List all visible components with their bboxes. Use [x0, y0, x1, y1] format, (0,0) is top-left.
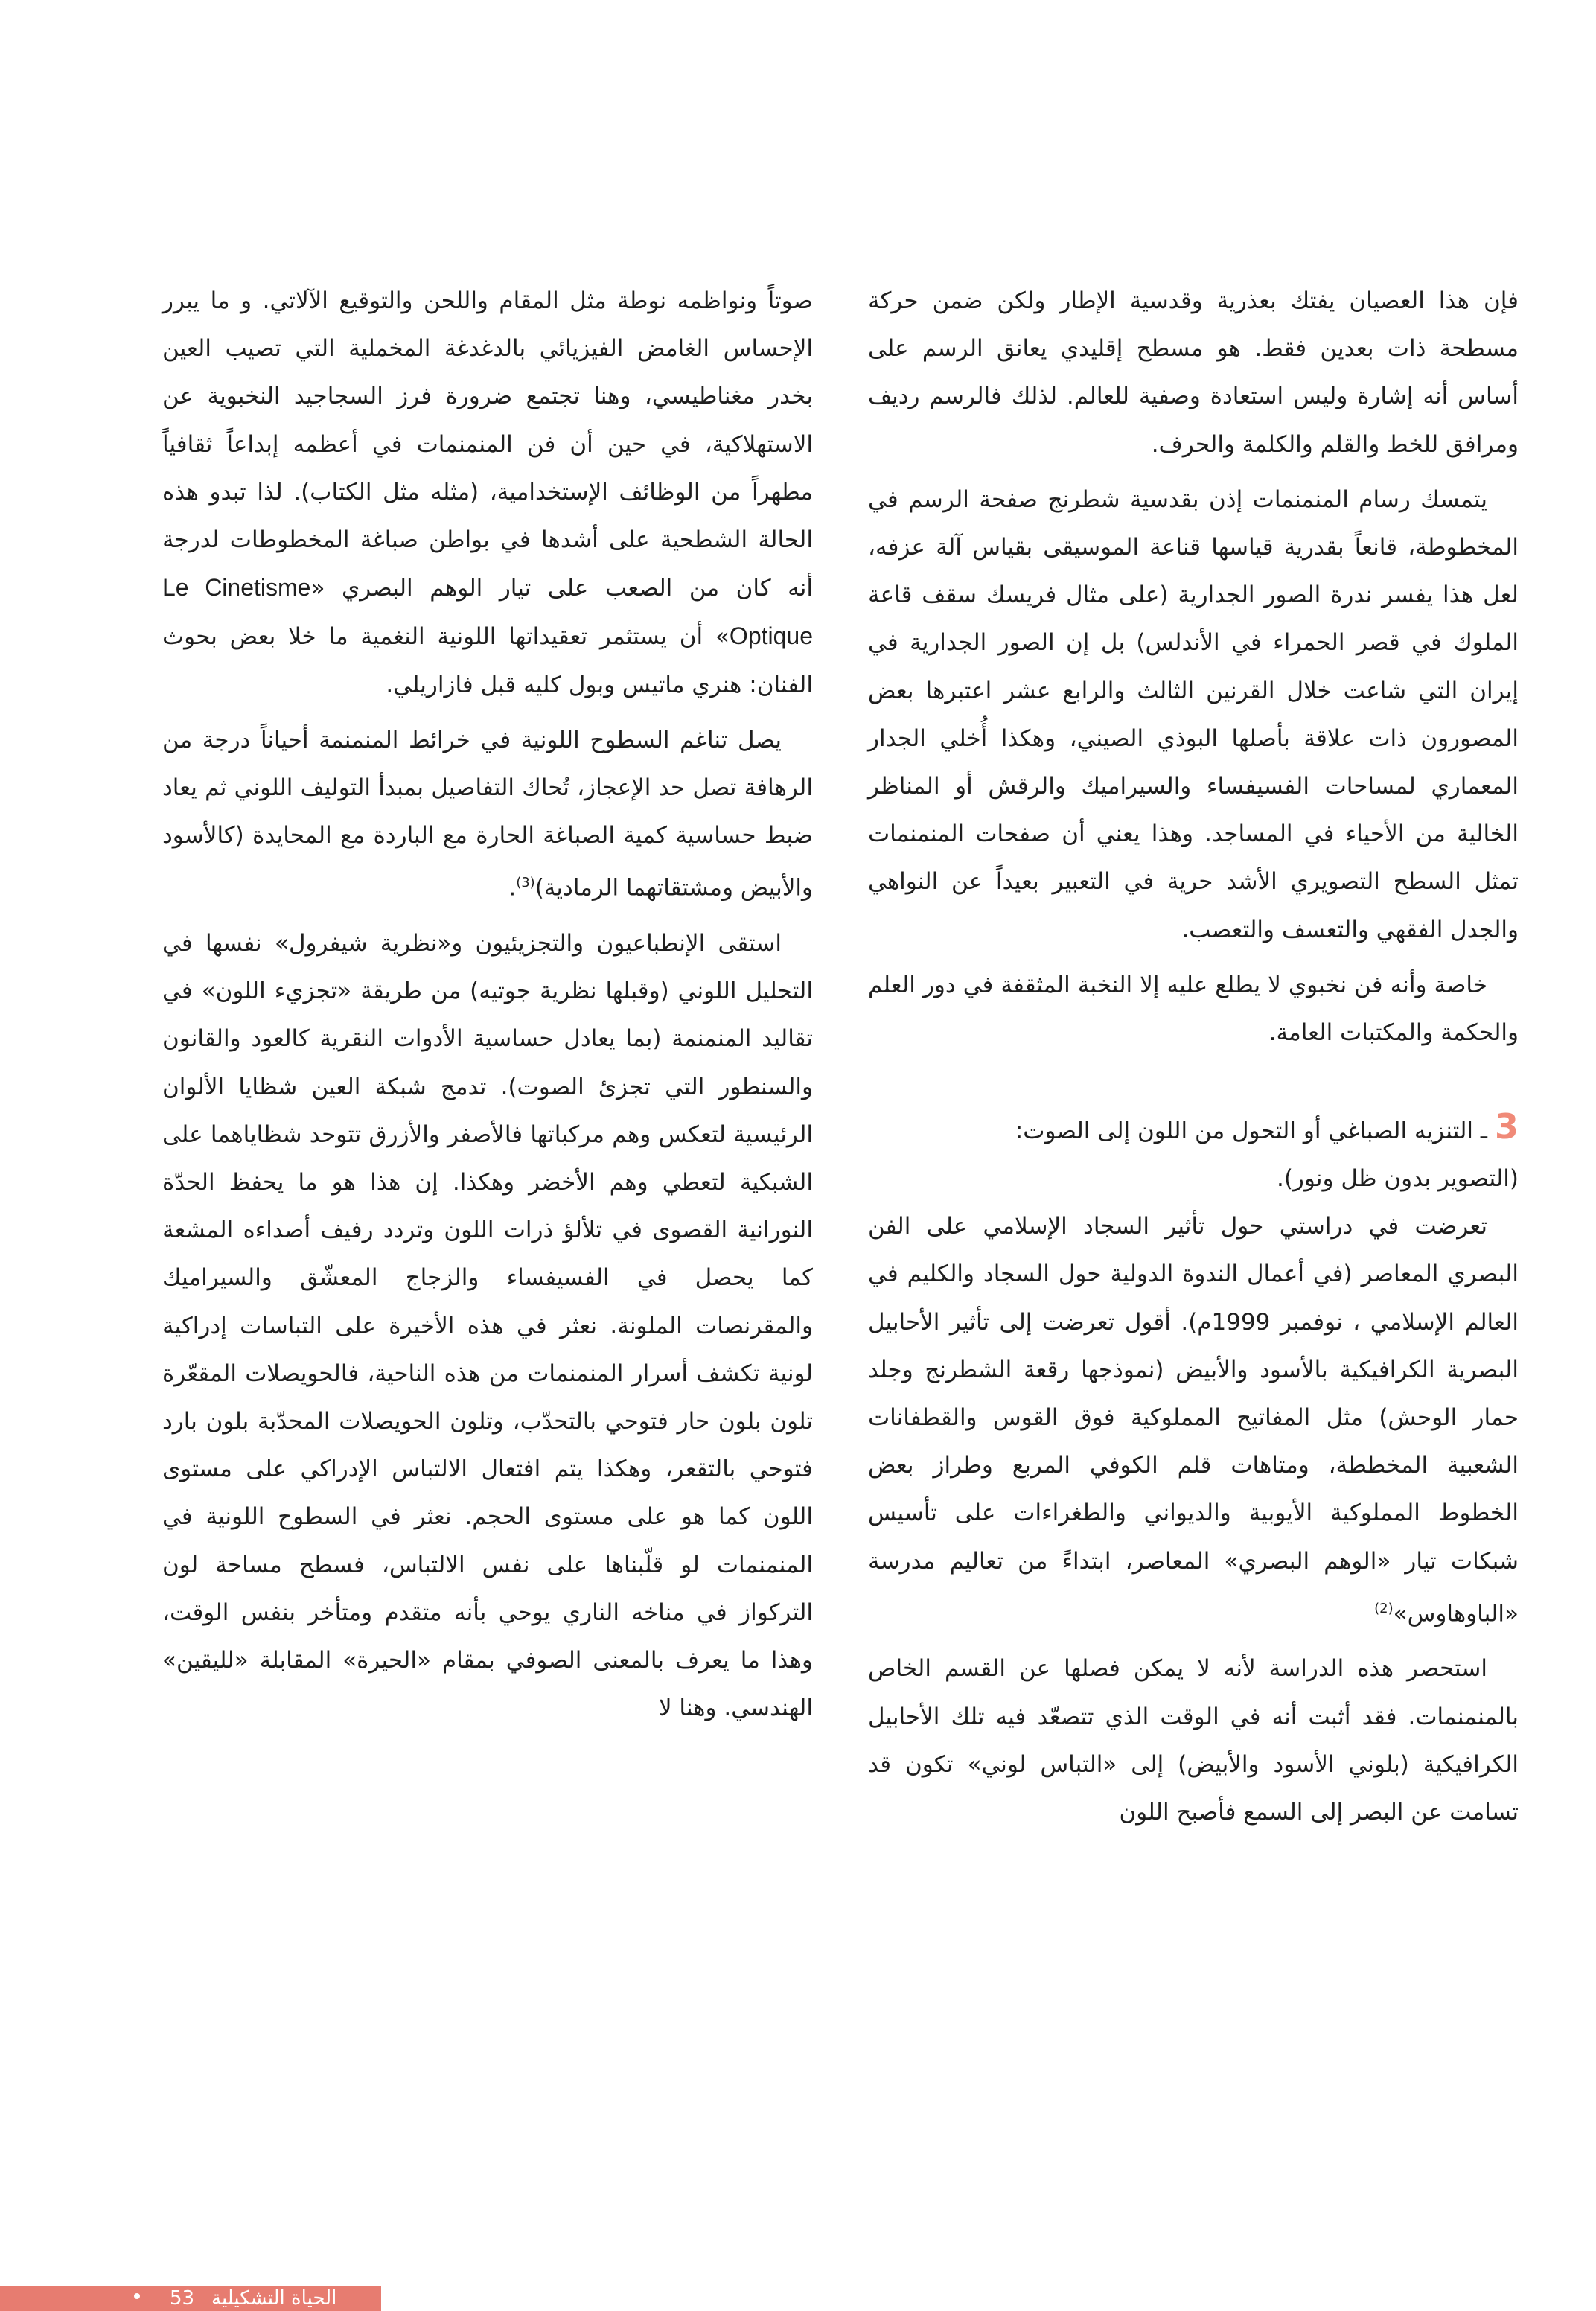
- paragraph: خاصة وأنه فن نخبوي لا يطلع عليه إلا النخبة المثقفة في دور العلم والحكمة والمكتبات العامة.: [868, 971, 1519, 1047]
- paragraph-text: يصل تناغم السطوح اللونية في خرائط المنمنمة أحياناً درجة من الرهافة تصل حد الإعجاز، تُحاك التفاصيل بمبدأ التوليف اللوني ثم يعاد ضبط حساسية كمية الصباغة الحارة مع الباردة مع المحايدة (كالأسود والأبيض ومشتقاتهما الرمادية): [162, 726, 813, 902]
- paragraph: فإن هذا العصيان يفتك بعذرية وقدسية الإطار ولكن ضمن حركة مسطحة ذات بعدين فقط. هو مسطح إقليدي يعانق الرسم على أساس أنه إشارة وليس استعادة وصفية للعالم. لذلك فالرسم رديف ومرافق للخط والقلم والكلمة والحرف.: [868, 287, 1519, 458]
- paragraph: يتمسك رسام المنمنمات إذن بقدسية شطرنج صفحة الرسم في المخطوطة، قانعاً بقدرية قياسها قناعة الموسيقى بقياس آلة عزفه، لعل هذا يفسر ندرة الصور الجدارية (على مثال فريسك سقف قاعة الملوك في قصر الحمراء في الأندلس) بل إن الصور الجدارية في إيران التي شاعت خلال القرنين الثالث والرابع عشر اعتبرها بعض المصورون ذات علاقة بأصلها البوذي الصيني، وهكذا أُخلي الجدار المعماري لمساحات الفسيفساء والسيراميك والرقش أو المناظر الخالية من الأحياء في المساجد. وهذا يعني أن صفحات المنمنمات تمثل السطح التصويري الأشد حرية في التعبير بعيداً عن النواهي والجدل الفقهي والتعسف والتعصب.: [868, 485, 1519, 943]
- right-column: [868, 277, 1519, 1843]
- footer-dot: [134, 2293, 140, 2299]
- paragraph: استقى الإنطباعيون والتجزيئيون و«نظرية شيفرول» نفسها في التحليل اللوني (وقبلها نظرية جوتيه) من طريقة «تجزيء اللون» في تقاليد المنمنمة (بما يعادل حساسية الأدوات النقرية كالعود والقانون والسنطور التي تجزئ الصوت). تدمج شبكة العين شظايا الألوان الرئيسية لتعكس وهم مركباتها فالأصفر والأزرق تتوحد شظاياهما على الشبكية لتعطي وهم الأخضر وهكذا. إن هذا هو ما يحفظ الحدّة النورانية القصوى في تلألؤ ذرات اللون وتردد رفيف أصداءه المشعة كما يحصل في الفسيفساء والزجاج المعشّق والسيراميك والمقرنصات الملونة. نعثر في هذه الأخيرة على التباسات إدراكية لونية تكشف أسرار المنمنمات من هذه الناحية، فالحويصلات المقعّرة تلون بلون حار فتوحي بالتحدّب، وتلون الحويصلات المحدّبة بلون بارد فتوحي بالتقعر، وهكذا يتم افتعال الالتباس الإدراكي على مستوى اللون كما هو على مستوى الحجم. نعثر في السطوح اللونية في المنمنمات لو قلّبناها على نفس الالتباس، فسطح مساحة لون التركواز في مناخه الناري يوحي بأنه متقدم ومتأخر بنفس الوقت، وهذا ما يعرف بالمعنى الصوفي بمقام «الحيرة» المقابلة «لليقين» الهندسي. وهنا لا: [162, 929, 813, 1722]
- section-number: 3: [1494, 1106, 1519, 1147]
- paragraph-text: » أن يستثمر تعقيداتها اللونية النغمية ما خلا بعض بحوث الفنان: هنري ماتيس وبول كليه قبل فازاريلي.: [162, 623, 813, 698]
- section-title: ـ التنزيه الصباغي أو التحول من اللون إلى الصوت:: [1015, 1118, 1487, 1145]
- magazine-title: الحياة التشكيلية: [211, 2287, 337, 2310]
- paragraph-text: تعرضت في دراستي حول تأثير السجاد الإسلامي على الفن البصري المعاصر (في أعمال الندوة الدولية حول السجاد والكليم في العالم الإسلامي ، نوفمبر 1999م). أقول تعرضت إلى تأثير الأحابيل البصرية الكرافيكية بالأسود والأبيض (نموذجها رقعة الشطرنج وجلد حمار الوحش) مثل المفاتيح المملوكية فوق القوس والقطفانات الشعبية المخططة، ومتاهات قلم الكوفي المربع وطراز بعض الخطوط المملوكية الأيوبية والديواني والطغراءات على تأسيس شبكات تيار «الوهم البصري» المعاصر، ابتداءً من تعاليم مدرسة «الباوهاوس»: [868, 1213, 1519, 1628]
- paragraph: يصل تناغم السطوح اللونية في خرائط المنمنمة أحياناً درجة من الرهافة تصل حد الإعجاز، تُحاك التفاصيل بمبدأ التوليف اللوني ثم يعاد ضبط حساسية كمية الصباغة الحارة مع الباردة مع المحايدة (كالأسود والأبيض ومشتقاتهما الرمادية)$^{(3)}$.: [162, 726, 813, 902]
- paragraph-text: صوتاً ونواظمه نوطة مثل المقام واللحن والتوقيع الآلاتي. و ما يبرر الإحساس الغامض الفيزيائي بالدغدغة المخملية التي تصيب العين بخدر مغناطيسي، وهنا تجتمع ضرورة فرز السجاجيد النخبوية عن الاستهلاكية، في حين أن فن المنمنمات في أعظمه إبداعاً ثقافياً مطهراً من الوظائف الإستخدامية، (مثله مثل الكتاب). لذا تبدو هذه الحالة الشطحية على أشدها في بواطن صباغة المخطوطات لدرجة أنه كان من الصعب على تيار الوهم البصري «: [162, 287, 814, 602]
- paragraph: استحصر هذه الدراسة لأنه لا يمكن فصلها عن القسم الخاص بالمنمنمات. فقد أثبت أنه في الوقت الذي تتصعّد فيه تلك الأحابيل الكرافيكية (بلوني الأسود والأبيض) إلى «التباس لوني» تكون قد تسامت عن البصر إلى السمع فأصبح اللون: [868, 1655, 1519, 1826]
- page-footer: [0, 2286, 381, 2311]
- paragraph: [868, 1202, 1519, 1637]
- section-subtitle: (التصوير بدون ظل ونور).: [1276, 1165, 1519, 1193]
- footnote-ref: (3): [516, 875, 535, 891]
- paragraph: [162, 277, 813, 709]
- page-number: 53: [170, 2287, 195, 2310]
- footnote-ref: (2): [1374, 1600, 1394, 1616]
- latin-term: Le Cinetisme Optique: [162, 574, 813, 650]
- section-heading: [868, 1103, 1519, 1155]
- left-column: [162, 277, 813, 1739]
